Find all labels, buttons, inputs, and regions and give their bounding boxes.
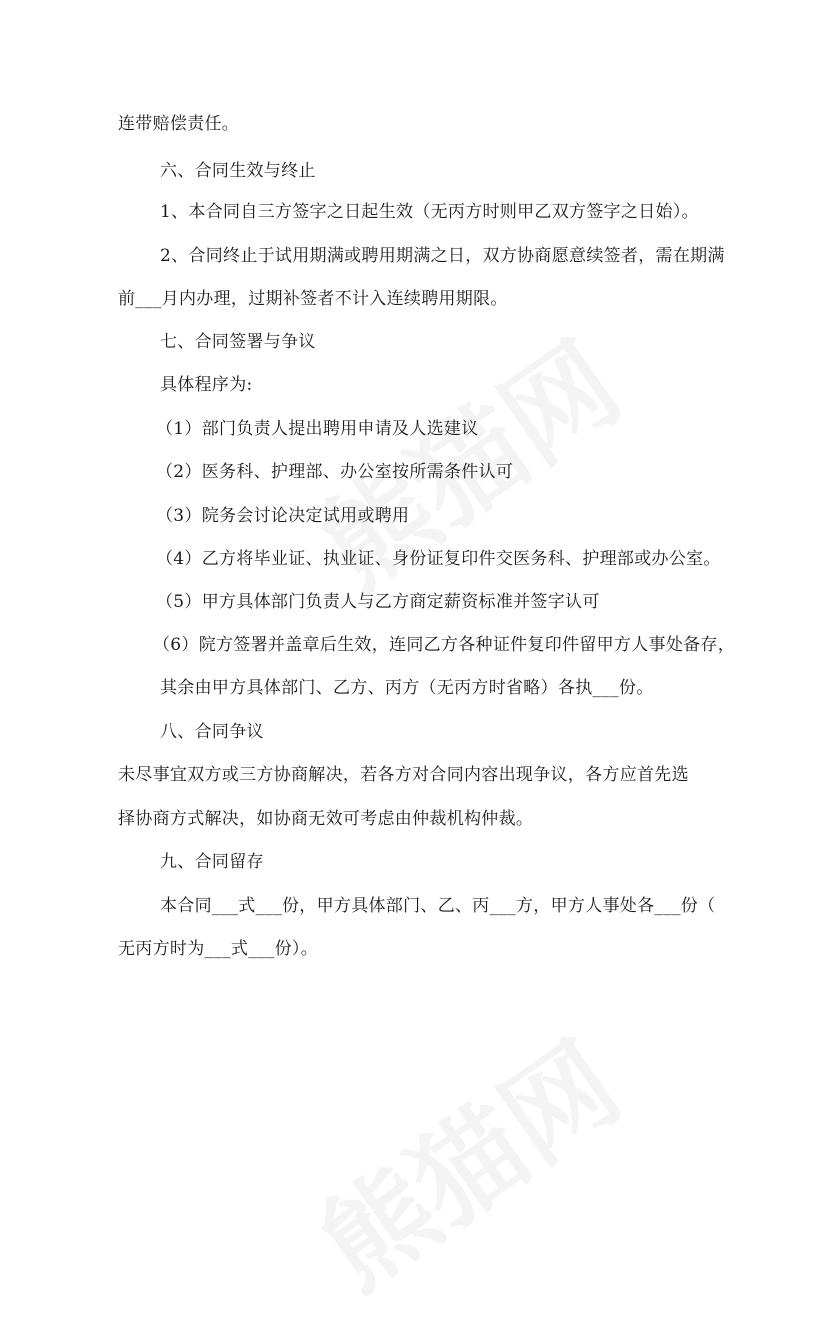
section-heading: 九、合同留存 bbox=[160, 852, 264, 872]
paragraph-line: 1、本合同自三方签字之日起生效（无丙方时则甲乙双方签字之日始）。 bbox=[160, 202, 699, 222]
list-item: （1）部门负责人提出聘用申请及人选建议 bbox=[156, 419, 479, 439]
paragraph-line: 择协商方式解决，如协商无效可考虑由仲裁机构仲裁。 bbox=[118, 809, 534, 829]
list-item: （3）院务会讨论决定试用或聘用 bbox=[156, 506, 410, 526]
list-item: （5）甲方具体部门负责人与乙方商定薪资标准并签字认可 bbox=[156, 592, 600, 612]
list-item: （6）院方签署并盖章后生效，连同乙方各种证件复印件留甲方人事处备存， bbox=[153, 635, 736, 655]
paragraph-line: 前___月内办理，过期补签者不计入连续聘用期限。 bbox=[118, 289, 508, 309]
list-item: （4）乙方将毕业证、执业证、身份证复印件交医务科、护理部或办公室。 bbox=[156, 549, 721, 569]
section-heading: 六、合同生效与终止 bbox=[160, 161, 316, 181]
paragraph-line: 2、合同终止于试用期满或聘用期满之日，双方协商愿意续签者，需在期满 bbox=[160, 246, 725, 266]
paragraph-line: 具体程序为: bbox=[160, 375, 253, 395]
watermark bbox=[285, 300, 646, 619]
section-heading: 八、合同争议 bbox=[160, 722, 264, 742]
paragraph-line: 连带赔偿责任。 bbox=[118, 114, 240, 134]
paragraph-line: 未尽事宜双方或三方协商解决，若各方对合同内容出现争议，各方应首先选 bbox=[118, 765, 689, 785]
paragraph-line: 无丙方时为___式___份）。 bbox=[118, 939, 318, 959]
paragraph-line: 其余由甲方具体部门、乙方、丙方（无丙方时省略）各执___份。 bbox=[160, 678, 654, 698]
paragraph-line: 本合同___式___份，甲方具体部门、乙、丙___方，甲方人事处各___份（ bbox=[160, 896, 716, 916]
watermark bbox=[285, 1000, 646, 1318]
section-heading: 七、合同签署与争议 bbox=[160, 332, 316, 352]
list-item: （2）医务科、护理部、办公室按所需条件认可 bbox=[156, 462, 514, 482]
